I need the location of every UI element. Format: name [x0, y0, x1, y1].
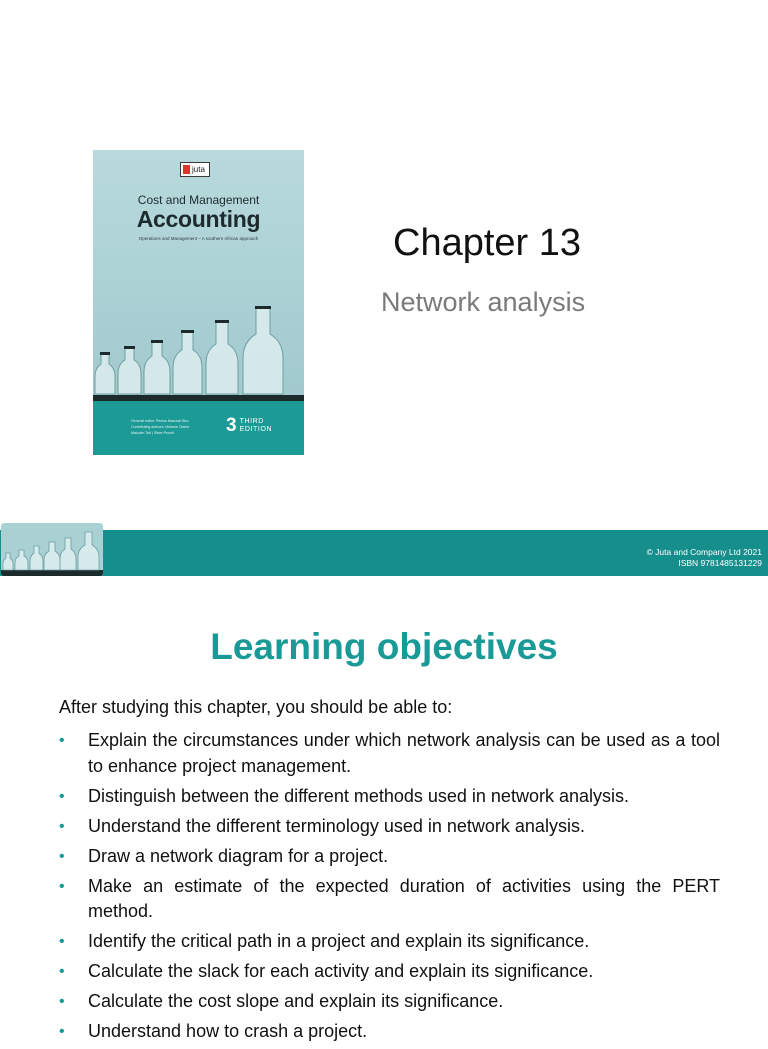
list-item: [59, 989, 720, 1015]
cover-credit-line: Contributing authors: Melanie Clarke: [131, 425, 190, 429]
copyright-text: © Juta and Company Ltd 2021: [646, 547, 762, 557]
list-item: [59, 784, 720, 810]
cover-title-line1: Cost and Management: [137, 193, 260, 207]
cover-subtitle: Operations and Management – A southern African approach: [138, 236, 259, 241]
footer-copyright: [647, 547, 762, 569]
isbn-text: ISBN 9781485131229: [678, 558, 762, 568]
objective-text: Calculate the cost slope and explain its significance.: [88, 991, 504, 1011]
objective-text: Identify the critical path in a project and explain its significance.: [88, 931, 590, 951]
learning-objectives-slide: [0, 576, 768, 1041]
juta-logo-icon: [183, 165, 190, 174]
list-item: [59, 814, 720, 840]
edition-line1: THIRD: [239, 417, 264, 425]
intro-text: After studying this chapter, you should be able to:: [59, 697, 453, 717]
publisher-logo: [180, 162, 210, 177]
bottles-thumbnail-icon: [1, 523, 103, 576]
bullet-icon: •: [59, 933, 65, 950]
objectives-list: [59, 728, 720, 1049]
book-cover-image: [93, 150, 304, 455]
cover-credit-line: General editor: Penisa Mazodzi Bhu: [131, 419, 189, 423]
objective-text: Distinguish between the different methods used in network analysis.: [88, 785, 629, 806]
list-item: [59, 874, 720, 925]
cover-credit-line: Malcolm Teti | Sitwe Promit: [131, 431, 175, 435]
list-item: [59, 728, 720, 779]
cover-credits: [131, 418, 211, 436]
edition-number: 3: [226, 415, 237, 436]
bullet-icon: •: [59, 847, 65, 865]
bullet-icon: •: [59, 1023, 65, 1040]
bullet-icon: •: [59, 877, 65, 895]
list-item: [59, 844, 720, 870]
cover-title-line2: Accounting: [136, 206, 261, 232]
publisher-name: juta: [192, 165, 205, 174]
objective-text: Explain the circumstances under which network analysis can be used as a tool to enhance project management.: [88, 730, 720, 776]
list-item: [59, 929, 720, 955]
edition-badge: [226, 416, 272, 435]
objective-text: Understand the different terminology used in network analysis.: [88, 815, 585, 836]
objective-text: Understand how to crash a project.: [88, 1021, 368, 1041]
bullet-icon: •: [59, 963, 65, 980]
chapter-subtitle: Network analysis: [381, 287, 586, 317]
bullet-icon: •: [59, 732, 65, 749]
objective-text: Calculate the slack for each activity and explain its significance.: [88, 961, 594, 981]
edition-words: [240, 418, 273, 434]
objective-text: Make an estimate of the expected duration of activities using the PERT method.: [88, 875, 720, 921]
bottles-illustration: [93, 300, 304, 396]
objective-text: Draw a network diagram for a project.: [88, 845, 389, 866]
bullet-icon: •: [59, 993, 65, 1010]
list-item: [59, 959, 720, 985]
bullet-icon: •: [59, 817, 65, 835]
chapter-title: Chapter 13: [393, 222, 582, 264]
footer-bottles-thumbnail: [1, 523, 103, 576]
edition-line2: EDITION: [239, 425, 273, 433]
bullet-icon: •: [59, 787, 65, 805]
list-item: [59, 1019, 720, 1045]
slide-title: Learning objectives: [210, 626, 558, 667]
